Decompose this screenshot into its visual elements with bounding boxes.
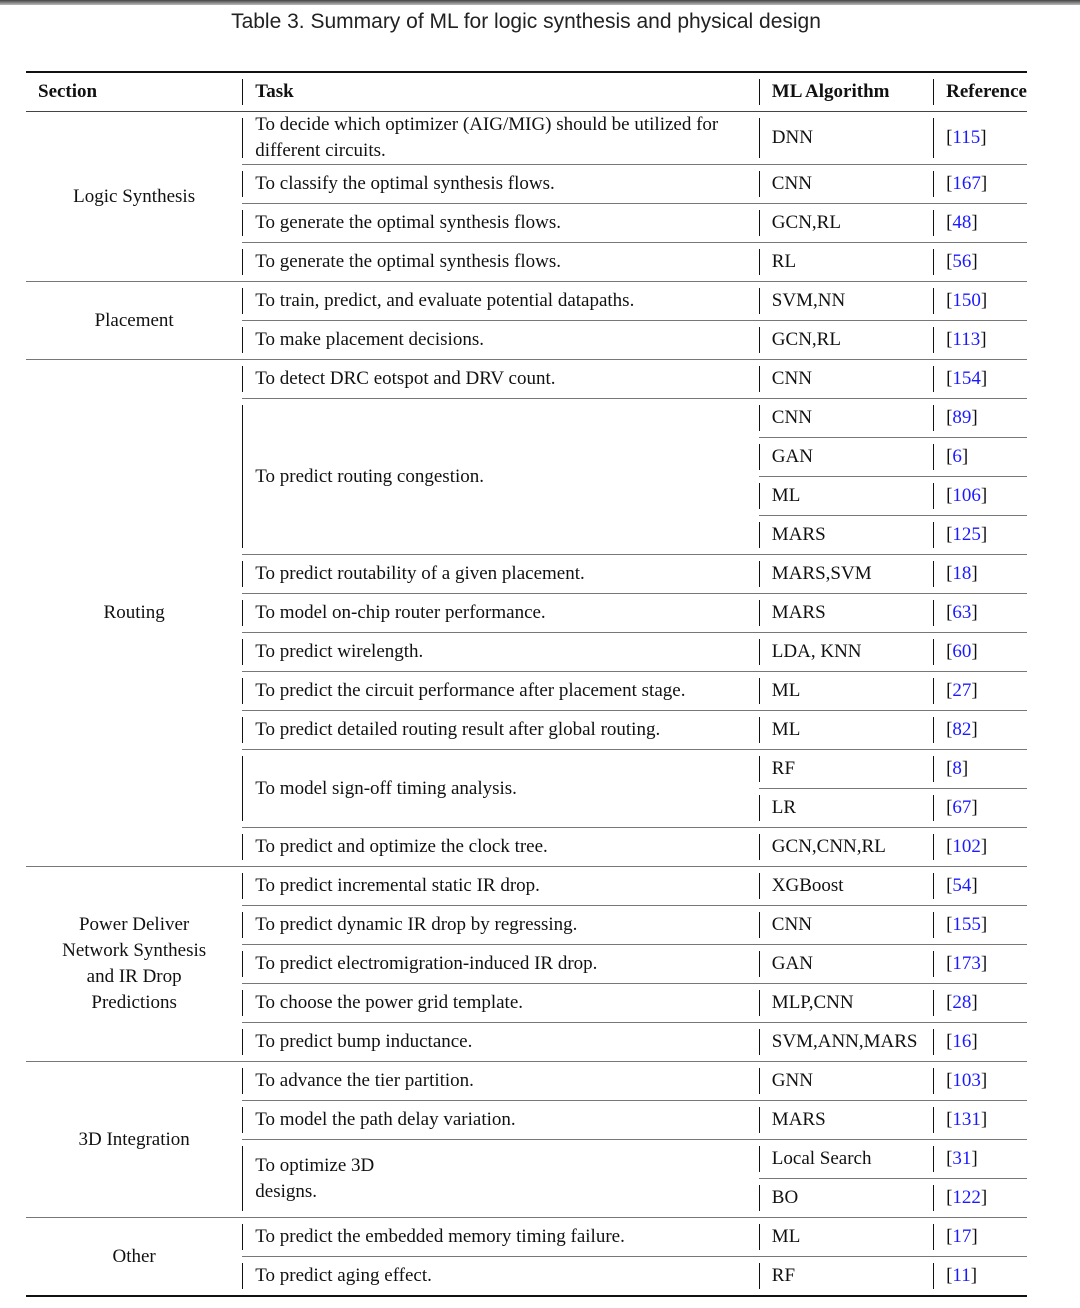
algorithm-cell: GAN [759,437,933,476]
algorithm-cell: MLP,CNN [759,983,933,1022]
reference-link[interactable]: 89 [952,407,972,428]
reference-link[interactable]: 67 [952,797,972,818]
task-cell: To optimize 3D designs. [242,1139,759,1217]
task-cell: To predict incremental static IR drop. [242,866,759,905]
section-cell: Power Deliver Network Synthesis and IR Drop Predictions [26,866,242,1061]
algorithm-cell: MARS,SVM [759,554,933,593]
reference-cell: [16] [933,1022,1027,1061]
algorithm-cell: GCN,RL [759,203,933,242]
reference-link[interactable]: 17 [952,1226,972,1247]
task-cell: To train, predict, and evaluate potential datapaths. [242,281,759,320]
algorithm-cell: LDA, KNN [759,632,933,671]
task-cell: To generate the optimal synthesis flows. [242,242,759,281]
algorithm-cell: GAN [759,944,933,983]
reference-cell: [18] [933,554,1027,593]
reference-link[interactable]: 113 [952,329,981,350]
reference-cell: [60] [933,632,1027,671]
reference-link[interactable]: 115 [952,127,981,148]
reference-link[interactable]: 125 [952,524,981,545]
reference-link[interactable]: 173 [952,953,981,974]
reference-cell: [113] [933,320,1027,359]
reference-link[interactable]: 18 [952,563,972,584]
section-cell: Routing [26,359,242,866]
algorithm-cell: CNN [759,398,933,437]
reference-link[interactable]: 31 [952,1148,972,1169]
reference-link[interactable]: 6 [952,446,962,467]
reference-cell: [115] [933,112,1027,164]
task-cell: To model the path delay variation. [242,1100,759,1139]
reference-cell: [8] [933,749,1027,788]
reference-link[interactable]: 27 [952,680,972,701]
table-row [26,1061,1027,1100]
reference-link[interactable]: 154 [952,368,981,389]
reference-cell: [173] [933,944,1027,983]
algorithm-cell: MARS [759,593,933,632]
reference-cell: [17] [933,1217,1027,1256]
task-cell: To detect DRC eotspot and DRV count. [242,359,759,398]
section-cell: Placement [26,281,242,359]
reference-link[interactable]: 102 [952,836,981,857]
task-cell: To predict aging effect. [242,1256,759,1295]
reference-cell: [103] [933,1061,1027,1100]
algorithm-cell: SVM,NN [759,281,933,320]
algorithm-cell: ML [759,1217,933,1256]
window-top-edge [0,0,1080,5]
algorithm-cell: ML [759,710,933,749]
reference-link[interactable]: 131 [952,1109,981,1130]
task-cell: To choose the power grid template. [242,983,759,1022]
reference-link[interactable]: 48 [952,212,972,233]
reference-link[interactable]: 56 [952,251,972,272]
task-cell: To predict bump inductance. [242,1022,759,1061]
algorithm-cell: RF [759,749,933,788]
reference-cell: [54] [933,866,1027,905]
algorithm-cell: LR [759,788,933,827]
algorithm-cell: DNN [759,112,933,164]
table-row [26,1217,1027,1256]
task-cell: To predict wirelength. [242,632,759,671]
algorithm-cell: GCN,CNN,RL [759,827,933,866]
reference-link[interactable]: 8 [952,758,962,779]
task-cell: To generate the optimal synthesis flows. [242,203,759,242]
task-cell: To predict detailed routing result after global routing. [242,710,759,749]
algorithm-cell: MARS [759,1100,933,1139]
algorithm-cell: SVM,ANN,MARS [759,1022,933,1061]
task-cell: To predict routability of a given placement. [242,554,759,593]
reference-cell: [6] [933,437,1027,476]
reference-link[interactable]: 28 [952,992,972,1013]
reference-link[interactable]: 150 [952,290,981,311]
header-section: Section [26,73,242,112]
task-cell: To predict the embedded memory timing failure. [242,1217,759,1256]
table-caption: Table 3. Summary of ML for logic synthesis and physical design [231,10,821,33]
reference-cell: [125] [933,515,1027,554]
reference-link[interactable]: 106 [952,485,981,506]
reference-link[interactable]: 82 [952,719,972,740]
reference-cell: [150] [933,281,1027,320]
algorithm-cell: ML [759,671,933,710]
task-cell: To predict dynamic IR drop by regressing. [242,905,759,944]
task-cell: To predict and optimize the clock tree. [242,827,759,866]
header-reference: Reference [933,73,1027,112]
reference-link[interactable]: 155 [952,914,981,935]
algorithm-cell: CNN [759,905,933,944]
reference-link[interactable]: 54 [952,875,972,896]
algorithm-cell: GCN,RL [759,320,933,359]
reference-cell: [27] [933,671,1027,710]
header-task: Task [242,73,759,112]
task-cell: To predict electromigration-induced IR drop. [242,944,759,983]
algorithm-cell: Local Search [759,1139,933,1178]
reference-link[interactable]: 122 [952,1187,981,1208]
reference-cell: [167] [933,164,1027,203]
algorithm-cell: GNN [759,1061,933,1100]
task-cell: To advance the tier partition. [242,1061,759,1100]
section-cell: Other [26,1217,242,1295]
section-cell: 3D Integration [26,1061,242,1217]
algorithm-cell: RL [759,242,933,281]
reference-cell: [89] [933,398,1027,437]
reference-link[interactable]: 167 [952,173,981,194]
reference-cell: [155] [933,905,1027,944]
reference-cell: [131] [933,1100,1027,1139]
reference-cell: [154] [933,359,1027,398]
reference-link[interactable]: 11 [952,1265,971,1286]
reference-cell: [122] [933,1178,1027,1217]
reference-link[interactable]: 63 [952,602,972,623]
reference-cell: [11] [933,1256,1027,1295]
reference-cell: [106] [933,476,1027,515]
reference-link[interactable]: 60 [952,641,972,662]
reference-cell: [48] [933,203,1027,242]
reference-cell: [102] [933,827,1027,866]
algorithm-cell: CNN [759,164,933,203]
task-cell: To model on-chip router performance. [242,593,759,632]
reference-link[interactable]: 16 [952,1031,972,1052]
algorithm-cell: RF [759,1256,933,1295]
reference-cell: [63] [933,593,1027,632]
task-cell: To model sign-off timing analysis. [242,749,759,827]
task-cell: To decide which optimizer (AIG/MIG) should be utilized for different circuits. [242,112,759,164]
algorithm-cell: ML [759,476,933,515]
reference-link[interactable]: 103 [952,1070,981,1091]
ml-summary-table [26,71,1027,1297]
table-row [26,281,1027,320]
task-cell: To make placement decisions. [242,320,759,359]
task-cell: To classify the optimal synthesis flows. [242,164,759,203]
header-row [26,73,1027,112]
task-cell: To predict routing congestion. [242,398,759,554]
table-row [26,359,1027,398]
table-row [26,866,1027,905]
algorithm-cell: CNN [759,359,933,398]
reference-cell: [67] [933,788,1027,827]
reference-cell: [28] [933,983,1027,1022]
algorithm-cell: BO [759,1178,933,1217]
algorithm-cell: MARS [759,515,933,554]
task-cell: To predict the circuit performance after placement stage. [242,671,759,710]
algorithm-cell: XGBoost [759,866,933,905]
reference-cell: [82] [933,710,1027,749]
table-row [26,112,1027,164]
section-cell: Logic Synthesis [73,185,196,207]
reference-cell: [56] [933,242,1027,281]
reference-cell: [31] [933,1139,1027,1178]
header-algorithm: ML Algorithm [759,73,933,112]
